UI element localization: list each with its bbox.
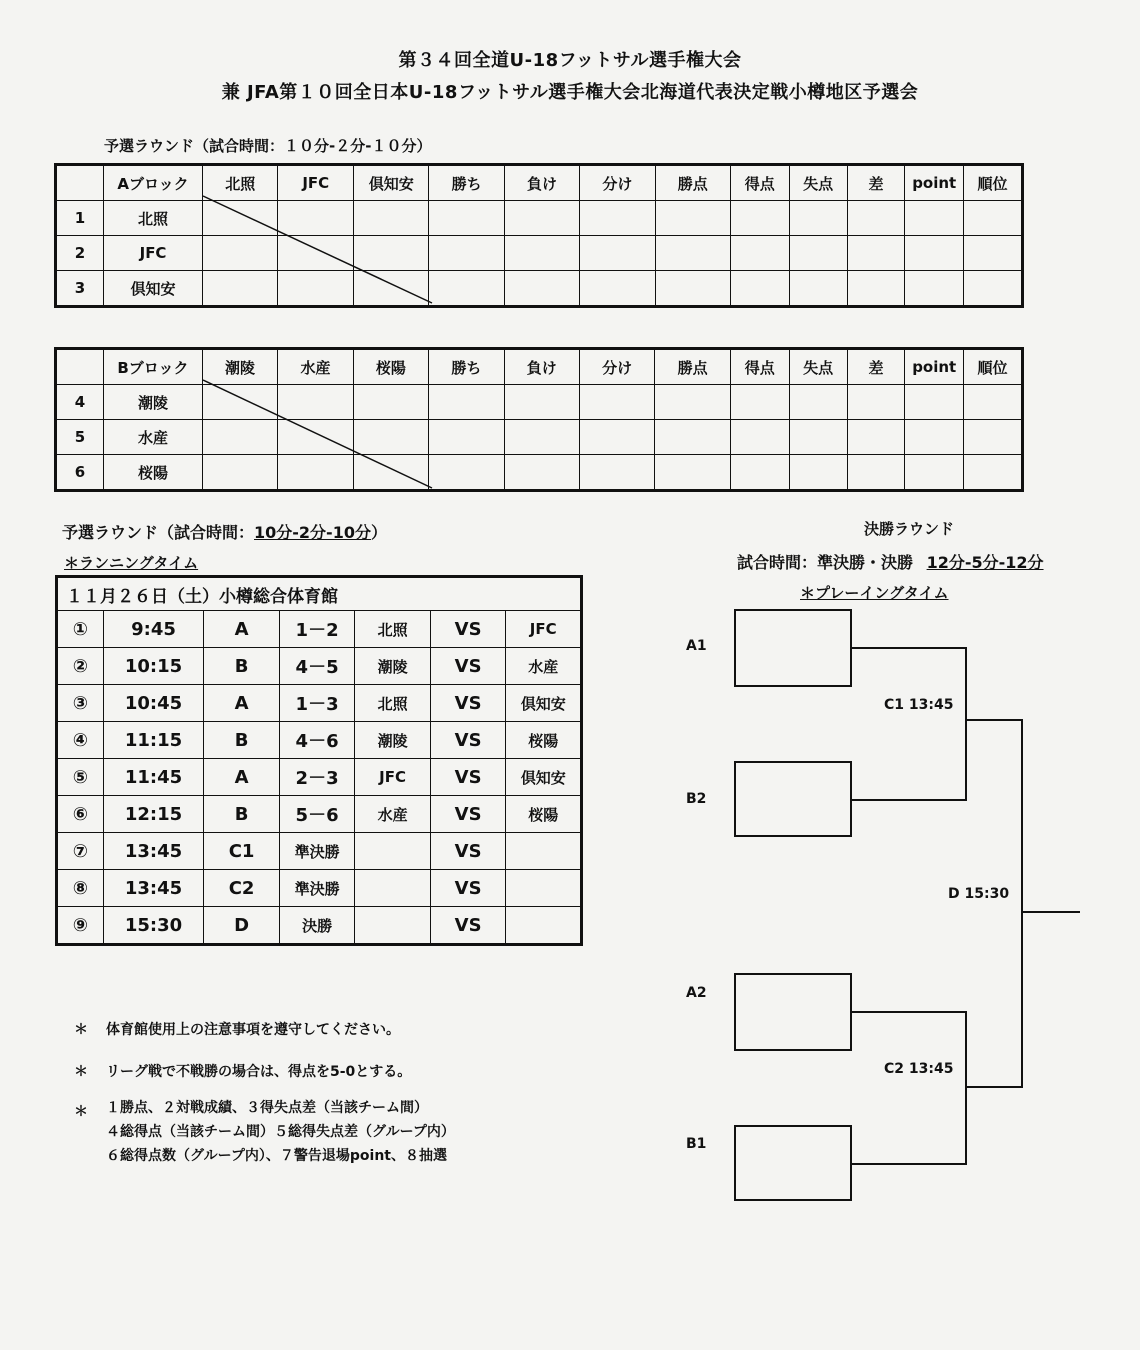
match-number: ⑤ bbox=[57, 759, 104, 796]
match-time: 15:30 bbox=[103, 907, 204, 945]
schedule-header: １１月２６日（土）小樽総合体育館 bbox=[57, 577, 582, 611]
row-number: 6 bbox=[56, 455, 104, 491]
header-cell: 水産 bbox=[278, 349, 353, 385]
bracket-slot-a1 bbox=[735, 610, 851, 686]
header-cell: Aブロック bbox=[104, 165, 203, 201]
team-name: 水産 bbox=[104, 420, 203, 455]
match-home: 潮陵 bbox=[355, 648, 431, 685]
match-number: ① bbox=[57, 611, 104, 648]
match-away: JFC bbox=[506, 611, 582, 648]
match-vs: VS bbox=[430, 759, 506, 796]
bracket-label-d: D 15:30 bbox=[948, 886, 1010, 902]
final-time: 試合時間：準決勝・決勝 12分-5分-12分 bbox=[737, 553, 1044, 572]
rule-line: ６総得点数（グループ内）、７警告退場point、８抽選 bbox=[106, 1148, 447, 1164]
match-vs: VS bbox=[430, 796, 506, 833]
match-pairing: 準決勝 bbox=[279, 870, 354, 907]
match-away: 水産 bbox=[506, 648, 582, 685]
header-cell: 得点 bbox=[730, 165, 789, 201]
match-number: ⑧ bbox=[57, 870, 104, 907]
bracket-label-b2: B2 bbox=[686, 791, 707, 807]
match-pairing: 4－6 bbox=[279, 722, 354, 759]
match-vs: VS bbox=[430, 870, 506, 907]
header-cell: 失点 bbox=[789, 349, 847, 385]
match-pairing: 準決勝 bbox=[279, 833, 354, 870]
match-group: C2 bbox=[204, 870, 280, 907]
match-pairing: 5－6 bbox=[279, 796, 354, 833]
header-cell: 北照 bbox=[203, 165, 278, 201]
match-vs: VS bbox=[430, 611, 506, 648]
header-cell: point bbox=[905, 349, 964, 385]
match-time: 13:45 bbox=[103, 870, 204, 907]
rule-item bbox=[74, 1060, 411, 1084]
team-name: 桜陽 bbox=[104, 455, 203, 491]
match-group: D bbox=[204, 907, 280, 945]
playing-time: ＊プレーイングタイム bbox=[800, 584, 949, 602]
match-vs: VS bbox=[430, 685, 506, 722]
header-cell: 勝点 bbox=[655, 349, 730, 385]
header-cell: 順位 bbox=[964, 165, 1023, 201]
match-number: ⑦ bbox=[57, 833, 104, 870]
match-group: B bbox=[204, 796, 280, 833]
running-time: ＊ランニングタイム bbox=[64, 554, 199, 572]
match-time: 9:45 bbox=[103, 611, 204, 648]
match-group: A bbox=[204, 759, 280, 796]
header-cell: 勝点 bbox=[655, 165, 730, 201]
rule-line: 体育館使用上の注意事項を遵守してください。 bbox=[106, 1022, 400, 1038]
match-time: 12:15 bbox=[103, 796, 204, 833]
header-cell: 分け bbox=[580, 165, 655, 201]
bracket-label-a1: A1 bbox=[686, 638, 707, 654]
match-home: JFC bbox=[355, 759, 431, 796]
header-cell: 潮陵 bbox=[202, 349, 277, 385]
rule-line: １勝点、２対戦成績、３得失点差（当該チーム間） bbox=[106, 1100, 428, 1116]
match-number: ⑨ bbox=[57, 907, 104, 945]
match-away: 桜陽 bbox=[506, 796, 582, 833]
match-group: A bbox=[204, 685, 280, 722]
match-group: B bbox=[204, 648, 280, 685]
rule-item bbox=[74, 1096, 455, 1168]
match-number: ④ bbox=[57, 722, 104, 759]
match-vs: VS bbox=[430, 722, 506, 759]
match-time: 13:45 bbox=[103, 833, 204, 870]
header-cell: 桜陽 bbox=[353, 349, 428, 385]
group-note: 予選ラウンド（試合時間：１０分-２分-１０分） bbox=[104, 137, 432, 155]
match-vs: VS bbox=[430, 833, 506, 870]
match-number: ⑥ bbox=[57, 796, 104, 833]
match-group: A bbox=[204, 611, 280, 648]
header-cell: 倶知安 bbox=[354, 165, 429, 201]
match-pairing: 1－3 bbox=[279, 685, 354, 722]
match-vs: VS bbox=[430, 648, 506, 685]
bracket-label-c1: C1 13:45 bbox=[884, 697, 954, 713]
final-round-title: 決勝ラウンド bbox=[864, 520, 955, 538]
match-pairing: 決勝 bbox=[279, 907, 354, 945]
match-number: ② bbox=[57, 648, 104, 685]
rule-line: ４総得点（当該チーム間）５総得失点差（グループ内） bbox=[106, 1124, 455, 1140]
match-time: 10:45 bbox=[103, 685, 204, 722]
match-pairing: 4－5 bbox=[279, 648, 354, 685]
rule-item bbox=[74, 1018, 400, 1042]
header-cell: 勝ち bbox=[429, 165, 504, 201]
team-name: 北照 bbox=[104, 201, 203, 236]
row-number: 2 bbox=[56, 236, 104, 271]
match-away: 桜陽 bbox=[506, 722, 582, 759]
header-cell: 負け bbox=[504, 349, 579, 385]
bracket-slot-b2 bbox=[735, 762, 851, 836]
header-cell: 失点 bbox=[789, 165, 847, 201]
row-number: 5 bbox=[56, 420, 104, 455]
team-name: 潮陵 bbox=[104, 385, 203, 420]
header-cell: 得点 bbox=[730, 349, 789, 385]
row-number: 4 bbox=[56, 385, 104, 420]
bracket-label-b1: B1 bbox=[686, 1136, 707, 1152]
match-home: 北照 bbox=[355, 611, 431, 648]
rule-bullet: ＊ bbox=[74, 1064, 88, 1080]
bracket-slot-b1 bbox=[735, 1126, 851, 1200]
bracket-slot-a2 bbox=[735, 974, 851, 1050]
header-cell: JFC bbox=[278, 165, 354, 201]
title-line2: 兼 JFA第１０回全日本U-18フットサル選手権大会北海道代表決定戦小樽地区予選会 bbox=[221, 82, 919, 103]
match-number: ③ bbox=[57, 685, 104, 722]
header-cell: 差 bbox=[847, 349, 905, 385]
row-number: 3 bbox=[56, 271, 104, 307]
match-away: 倶知安 bbox=[506, 759, 582, 796]
match-time: 11:45 bbox=[103, 759, 204, 796]
match-pairing: 1－2 bbox=[279, 611, 354, 648]
bracket-line-d bbox=[966, 720, 1022, 1087]
bracket-line-c1 bbox=[851, 648, 966, 800]
header-cell: 順位 bbox=[964, 349, 1023, 385]
bracket-label-a2: A2 bbox=[686, 985, 707, 1001]
bracket-label-c2: C2 13:45 bbox=[884, 1061, 954, 1077]
rule-bullet: ＊ bbox=[74, 1104, 88, 1120]
match-home: 潮陵 bbox=[355, 722, 431, 759]
match-away: 倶知安 bbox=[506, 685, 582, 722]
header-cell: 差 bbox=[847, 165, 905, 201]
header-cell: 負け bbox=[504, 165, 579, 201]
match-home: 水産 bbox=[355, 796, 431, 833]
match-home: 北照 bbox=[355, 685, 431, 722]
match-time: 10:15 bbox=[103, 648, 204, 685]
match-vs: VS bbox=[430, 907, 506, 945]
team-name: 倶知安 bbox=[104, 271, 203, 307]
schedule-note: 予選ラウンド（試合時間：10分-2分-10分） bbox=[62, 523, 387, 542]
match-group: B bbox=[204, 722, 280, 759]
header-cell: point bbox=[905, 165, 964, 201]
rule-bullet: ＊ bbox=[74, 1022, 88, 1038]
rule-line: リーグ戦で不戦勝の場合は、得点を5-0とする。 bbox=[106, 1064, 412, 1080]
header-cell: 分け bbox=[579, 349, 654, 385]
match-group: C1 bbox=[204, 833, 280, 870]
match-pairing: 2－3 bbox=[279, 759, 354, 796]
bracket-line-c2 bbox=[851, 1012, 966, 1164]
title-line1: 第３４回全道U-18フットサル選手権大会 bbox=[398, 50, 742, 71]
match-time: 11:15 bbox=[103, 722, 204, 759]
row-number: 1 bbox=[56, 201, 104, 236]
header-cell: Bブロック bbox=[104, 349, 203, 385]
header-cell: 勝ち bbox=[429, 349, 504, 385]
team-name: JFC bbox=[104, 236, 203, 271]
